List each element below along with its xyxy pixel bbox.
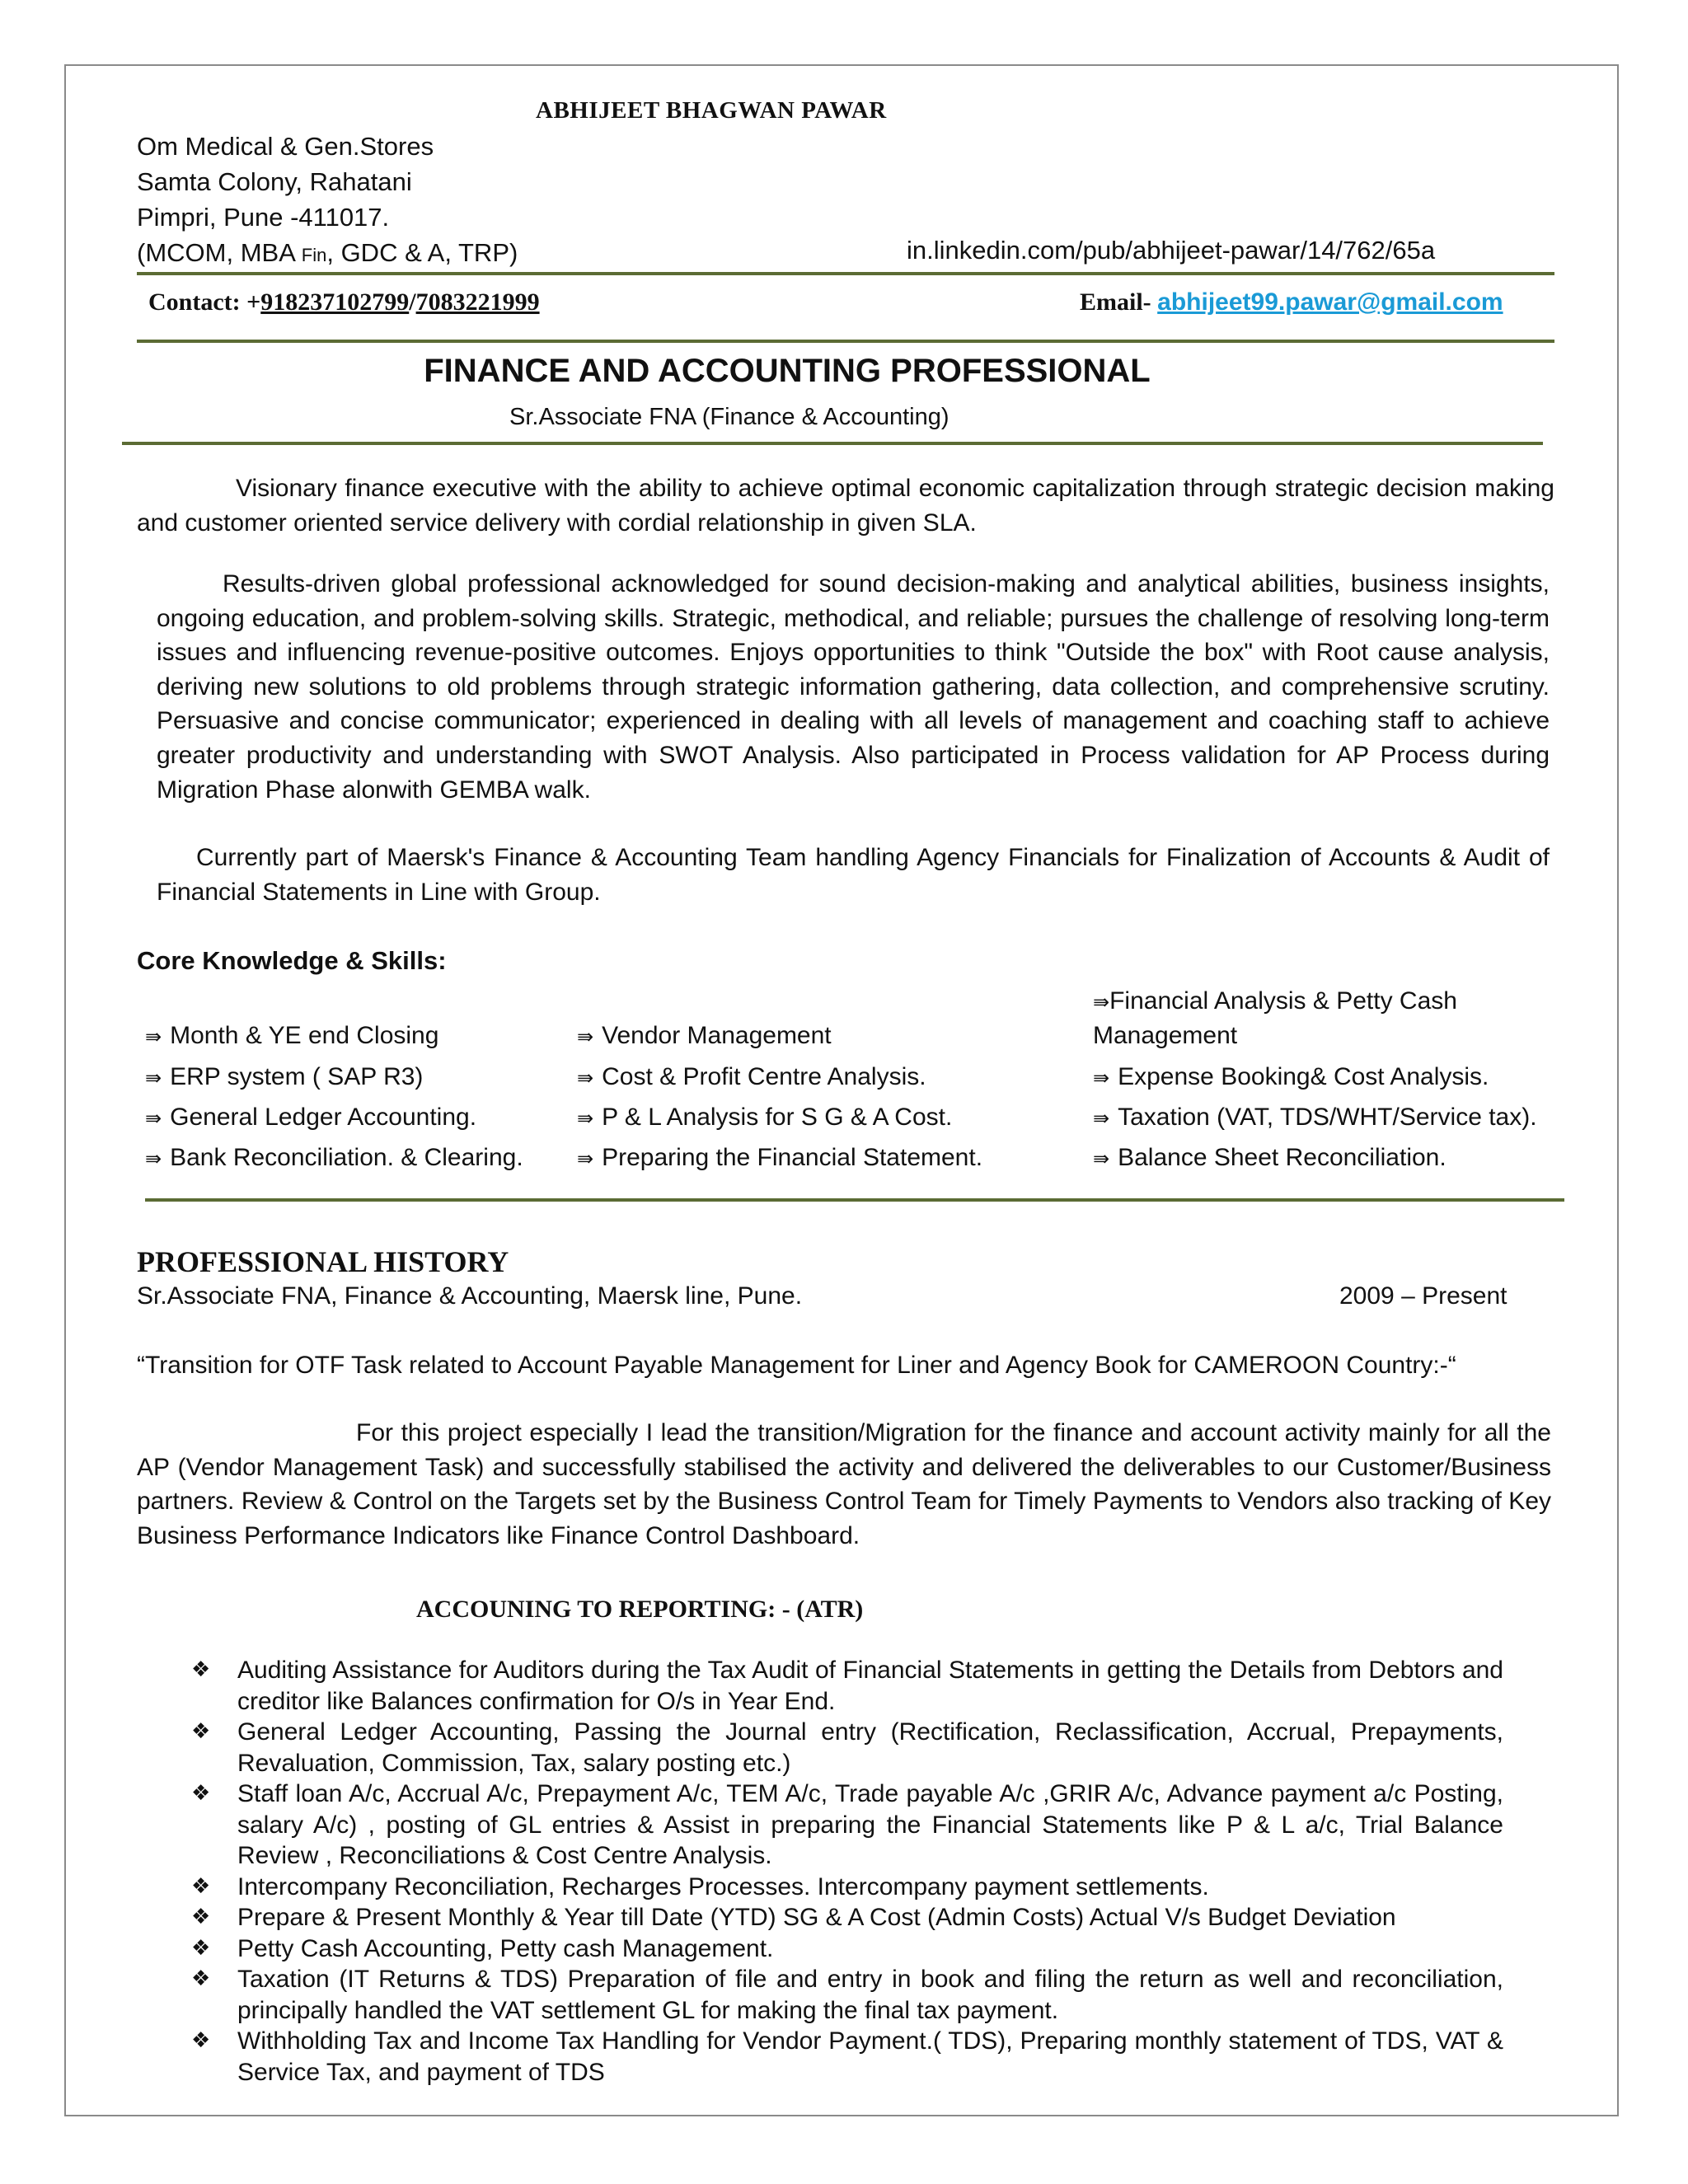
skill-item: ⇛ Bank Reconciliation. & Clearing. [145,1144,523,1171]
arrow-icon: ⇛ [1093,1147,1110,1170]
phone-link-1[interactable]: 918237102799 [260,288,410,316]
skill-item: ⇛ Month & YE end Closing [145,1022,439,1049]
arrow-icon: ⇛ [1093,1066,1110,1090]
address-line: Pimpri, Pune -411017. [137,203,390,232]
arrow-icon: ⇛ [577,1066,594,1090]
qualifications: (MCOM, MBA Fin, GDC & A, TRP) [137,238,518,267]
list-item: ❖ General Ledger Accounting, Passing the Journal entry (Rectification, Reclassification, Accrual, Prepayments, Revaluation, Commission, Tax, salary posting etc.) [191,1718,1503,1777]
diamond-bullet-icon: ❖ [191,1873,211,1899]
address-line: Om Medical & Gen.Stores [137,132,434,161]
diamond-bullet-icon: ❖ [191,1935,211,1961]
arrow-icon: ⇛ [1093,1107,1110,1130]
job-title: Sr.Associate FNA, Finance & Accounting, Maersk line, Pune. [137,1282,803,1310]
email-link[interactable]: abhijeet99.pawar@gmail.com [1157,288,1503,316]
skill-item-continued: Management [1093,1022,1238,1049]
diamond-bullet-icon: ❖ [191,1781,211,1806]
email-line: Email- abhijeet99.pawar@gmail.com [1080,288,1503,316]
job-years: 2009 – Present [1339,1282,1507,1310]
list-item: ❖ Petty Cash Accounting, Petty cash Management. [191,1933,1503,1965]
summary-paragraph-1: Visionary finance executive with the ability to achieve optimal economic capitalization through strategic decision making and customer oriented service delivery with cordial relationship in given SLA. [137,475,1554,537]
atr-heading: ACCOUNING TO REPORTING: - (ATR) [416,1596,864,1623]
arrow-icon: ⇛ [1093,991,1110,1014]
list-item: ❖ Staff loan A/c, Accrual A/c, Prepayment A/c, TEM A/c, Trade payable A/c ,GRIR A/c, Advance payment a/c Posting, salary A/c) , posting of GL entries & Assist in preparing the Financial Statements like P & L a/c, Trial Balance Review , Reconciliations & Cost Centre Analysis. [191,1780,1503,1869]
arrow-icon: ⇛ [145,1025,162,1048]
diamond-bullet-icon: ❖ [191,1966,211,1991]
page-subtitle: Sr.Associate FNA (Finance & Accounting) [509,404,950,430]
diamond-bullet-icon: ❖ [191,1905,211,1929]
skill-item: ⇛Financial Analysis & Petty Cash [1093,987,1457,1015]
address-line: Samta Colony, Rahatani [137,167,412,196]
skill-item: ⇛ Vendor Management [577,1022,832,1049]
list-item: ❖ Prepare & Present Monthly & Year till Date (YTD) SG & A Cost (Admin Costs) Actual V/s Budget Deviation [191,1902,1503,1933]
arrow-icon: ⇛ [577,1147,594,1170]
header-rule-bottom [137,340,1554,343]
linkedin-url[interactable]: in.linkedin.com/pub/abhijeet-pawar/14/762/65a [907,236,1436,265]
arrow-icon: ⇛ [145,1147,162,1170]
summary-paragraph-3: Currently part of Maersk's Finance & Accounting Team handling Agency Financials for Finalization of Accounts & Audit of Financial Statements in Line with Group. [157,844,1550,906]
skill-item: ⇛ P & L Analysis for S G & A Cost. [577,1104,953,1131]
arrow-icon: ⇛ [577,1107,594,1130]
list-item: ❖ Taxation (IT Returns & TDS) Preparation of file and entry in book and filing the return as well and reconciliation, principally handled the VAT settlement GL for making the final tax payment. [191,1966,1503,2024]
arrow-icon: ⇛ [145,1107,162,1130]
skill-item: ⇛ Cost & Profit Centre Analysis. [577,1063,926,1090]
project-quote: “Transition for OTF Task related to Account Payable Management for Liner and Agency Book for CAMEROON Country:-“ [137,1352,1456,1379]
list-item: ❖ Intercompany Reconciliation, Recharges Processes. Intercompany payment settlements. [191,1872,1503,1903]
diamond-bullet-icon: ❖ [191,1657,211,1682]
history-heading: PROFESSIONAL HISTORY [137,1245,509,1278]
skill-item: ⇛ Expense Booking& Cost Analysis. [1093,1063,1489,1090]
list-item: ❖ Auditing Assistance for Auditors during the Tax Audit of Financial Statements in getting the Details from Debtors and creditor like Balances confirmation for O/s in Year End. [191,1657,1503,1715]
arrow-icon: ⇛ [577,1025,594,1048]
summary-paragraph-2: Results-driven global professional acknowledged for sound decision-making and analytical abilities, business insights, ongoing education, and problem-solving skills. Strategic, methodical, and reliable; pursues the challenge of resolving long-term issues and influencing revenue-positive outcomes. Enjoys opportunities to think "Outside the box" with Root cause analysis, deriving new solutions to old problems through strategic information gathering, data collection, and comprehensive scrutiny. Persuasive and concise communicator; experienced in dealing with all levels of management and coaching staff to achieve greater productivity and understanding with SWOT Analysis. Also participated in Process validation for AP Process during Migration Phase alonwith GEMBA walk. [157,570,1550,804]
title-rule [122,442,1543,445]
list-item: ❖ Withholding Tax and Income Tax Handling for Vendor Payment.( TDS), Preparing monthly statement of TDS, VAT & Service Tax, and payment of TDS [191,2027,1503,2086]
contact-line: Contact: +918237102799/7083221999 [148,288,540,316]
project-paragraph: For this project especially I lead the transition/Migration for the finance and account activity mainly for all the AP (Vendor Management Task) and successfully stabilised the activity and delivered the deliverables to our Customer/Business partners. Review & Control on the Targets set by the Business Control Team for Timely Payments to Vendors also tracking of Key Business Performance Indicators like Finance Control Dashboard. [137,1419,1551,1549]
candidate-name: ABHIJEET BHAGWAN PAWAR [536,97,887,124]
phone-link-2[interactable]: 7083221999 [415,288,540,316]
diamond-bullet-icon: ❖ [191,1719,211,1744]
diamond-bullet-icon: ❖ [191,2028,211,2053]
skill-item: ⇛ Taxation (VAT, TDS/WHT/Service tax). [1093,1104,1537,1131]
skills-heading: Core Knowledge & Skills: [137,946,447,975]
skill-item: ⇛ Balance Sheet Reconciliation. [1093,1144,1447,1171]
skills-rule [145,1198,1564,1202]
skill-item: ⇛ ERP system ( SAP R3) [145,1063,424,1090]
address-block [137,129,518,270]
atr-bullet-list [191,1655,1503,2088]
header-rule-top [137,272,1554,275]
skill-item: ⇛ Preparing the Financial Statement. [577,1144,983,1171]
arrow-icon: ⇛ [145,1066,162,1090]
skill-item: ⇛ General Ledger Accounting. [145,1104,477,1131]
page-title: FINANCE AND ACCOUNTING PROFESSIONAL [424,353,1151,389]
